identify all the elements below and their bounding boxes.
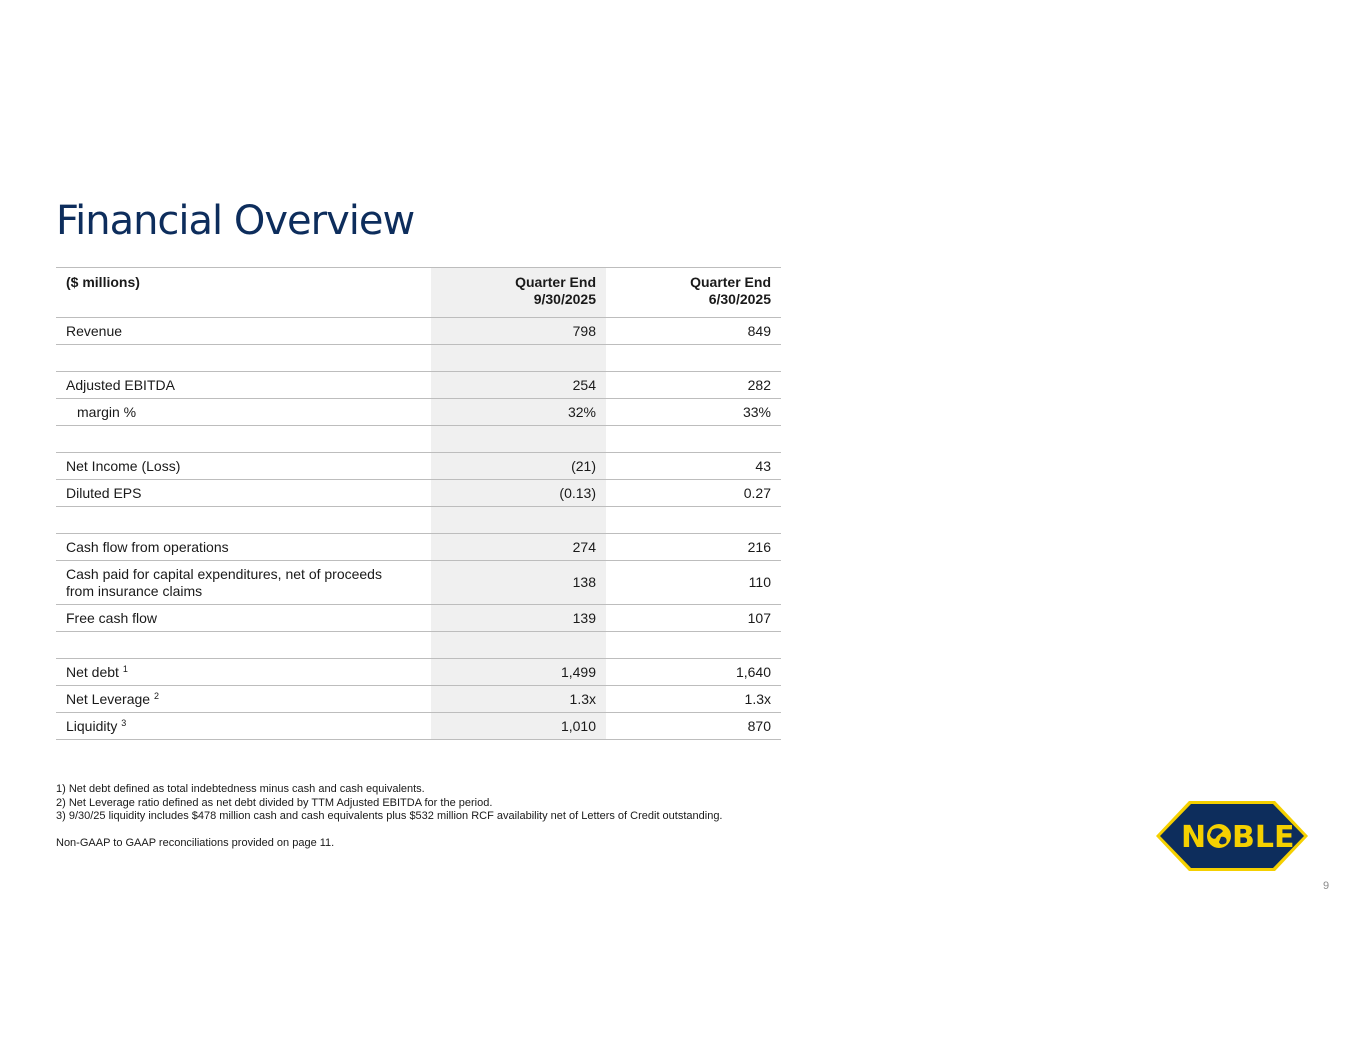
- logo-letter-n: N: [1181, 820, 1207, 855]
- row-value-q3: 274: [431, 534, 606, 561]
- row-value-q3: 254: [431, 372, 606, 399]
- noble-logo: [1154, 799, 1310, 873]
- row-value-q2: 870: [606, 713, 781, 740]
- table-row-spacer: [56, 632, 781, 659]
- table-row-revenue: [56, 318, 781, 345]
- row-label: Net Income (Loss): [56, 453, 431, 480]
- row-value-q3: 32%: [431, 399, 606, 426]
- row-label: Net Leverage $^2$: [56, 686, 431, 713]
- row-value-q3: [431, 632, 606, 659]
- table-header-q3-2025: Quarter End 9/30/2025: [431, 268, 606, 318]
- row-value-q2: 1.3x: [606, 686, 781, 713]
- financial-table: [56, 267, 781, 740]
- footnote-ref: 1: [122, 664, 128, 674]
- table-row-net-debt: [56, 659, 781, 686]
- row-label: margin %: [56, 399, 431, 426]
- table-row-net-leverage: [56, 686, 781, 713]
- table-row-diluted-eps: [56, 480, 781, 507]
- row-value-q2: 43: [606, 453, 781, 480]
- row-value-q2: 107: [606, 605, 781, 632]
- footnotes: [56, 783, 723, 850]
- table-row-net-income: [56, 453, 781, 480]
- footnote-2: 2) Net Leverage ratio defined as net debt divided by TTM Adjusted EBITDA for the period.: [56, 796, 493, 809]
- row-label: Diluted EPS: [56, 480, 431, 507]
- row-label: Cash paid for capital expenditures, net of proceeds from insurance claims: [56, 561, 431, 605]
- row-label: [56, 632, 431, 659]
- footnote-3: 3) 9/30/25 liquidity includes $478 million cash and cash equivalents plus $532 million RCF availability net of Letters of Credit outstanding.: [56, 810, 723, 822]
- row-label: [56, 507, 431, 534]
- table-row-spacer: [56, 345, 781, 372]
- row-value-q2: 216: [606, 534, 781, 561]
- row-value-q2: 849: [606, 318, 781, 345]
- row-value-q2: [606, 507, 781, 534]
- row-value-q3: 1.3x: [431, 686, 606, 713]
- row-value-q3: 1,010: [431, 713, 606, 740]
- table-row-capex: [56, 561, 781, 605]
- row-label: Free cash flow: [56, 605, 431, 632]
- row-value-q2: [606, 426, 781, 453]
- row-value-q2: [606, 632, 781, 659]
- table-row-spacer: [56, 426, 781, 453]
- row-value-q3: 138: [431, 561, 606, 605]
- row-value-q3: [431, 426, 606, 453]
- logo-letters-ble: BLE: [1232, 820, 1295, 855]
- page-number: 9: [1323, 880, 1330, 892]
- row-label: Cash flow from operations: [56, 534, 431, 561]
- table-row-adjusted-ebitda: [56, 372, 781, 399]
- table-row-free-cash-flow: [56, 605, 781, 632]
- page-title: Financial Overview: [56, 198, 415, 244]
- row-value-q2: 33%: [606, 399, 781, 426]
- reconciliation-note: Non-GAAP to GAAP reconciliations provided on page 11.: [56, 836, 335, 849]
- row-value-q2: 0.27: [606, 480, 781, 507]
- table-header-label: ($ millions): [56, 268, 431, 318]
- row-label: [56, 426, 431, 453]
- row-label: Revenue: [56, 318, 431, 345]
- row-value-q2: 282: [606, 372, 781, 399]
- footnote-1: 1) Net debt defined as total indebtedness minus cash and cash equivalents.: [56, 783, 425, 795]
- row-label: [56, 345, 431, 372]
- row-value-q3: 139: [431, 605, 606, 632]
- row-value-q3: [431, 345, 606, 372]
- row-value-q3: (0.13): [431, 480, 606, 507]
- table-row-margin: [56, 399, 781, 426]
- row-label: Adjusted EBITDA: [56, 372, 431, 399]
- row-value-q2: 110: [606, 561, 781, 605]
- footnote-ref: 3: [121, 718, 127, 728]
- row-value-q3: 798: [431, 318, 606, 345]
- row-value-q2: [606, 345, 781, 372]
- row-value-q3: [431, 507, 606, 534]
- row-label: Net debt $^1$: [56, 659, 431, 686]
- table-header-q2-2025: Quarter End 6/30/2025: [606, 268, 781, 318]
- row-value-q3: 1,499: [431, 659, 606, 686]
- footnote-ref: 2: [153, 691, 159, 701]
- row-label: Liquidity $^3$: [56, 713, 431, 740]
- row-value-q3: (21): [431, 453, 606, 480]
- table-header-row: [56, 268, 781, 318]
- row-value-q2: 1,640: [606, 659, 781, 686]
- table-row-cash-flow-operations: [56, 534, 781, 561]
- table-row-liquidity: [56, 713, 781, 740]
- table-row-spacer: [56, 507, 781, 534]
- globe-icon: [1207, 824, 1231, 848]
